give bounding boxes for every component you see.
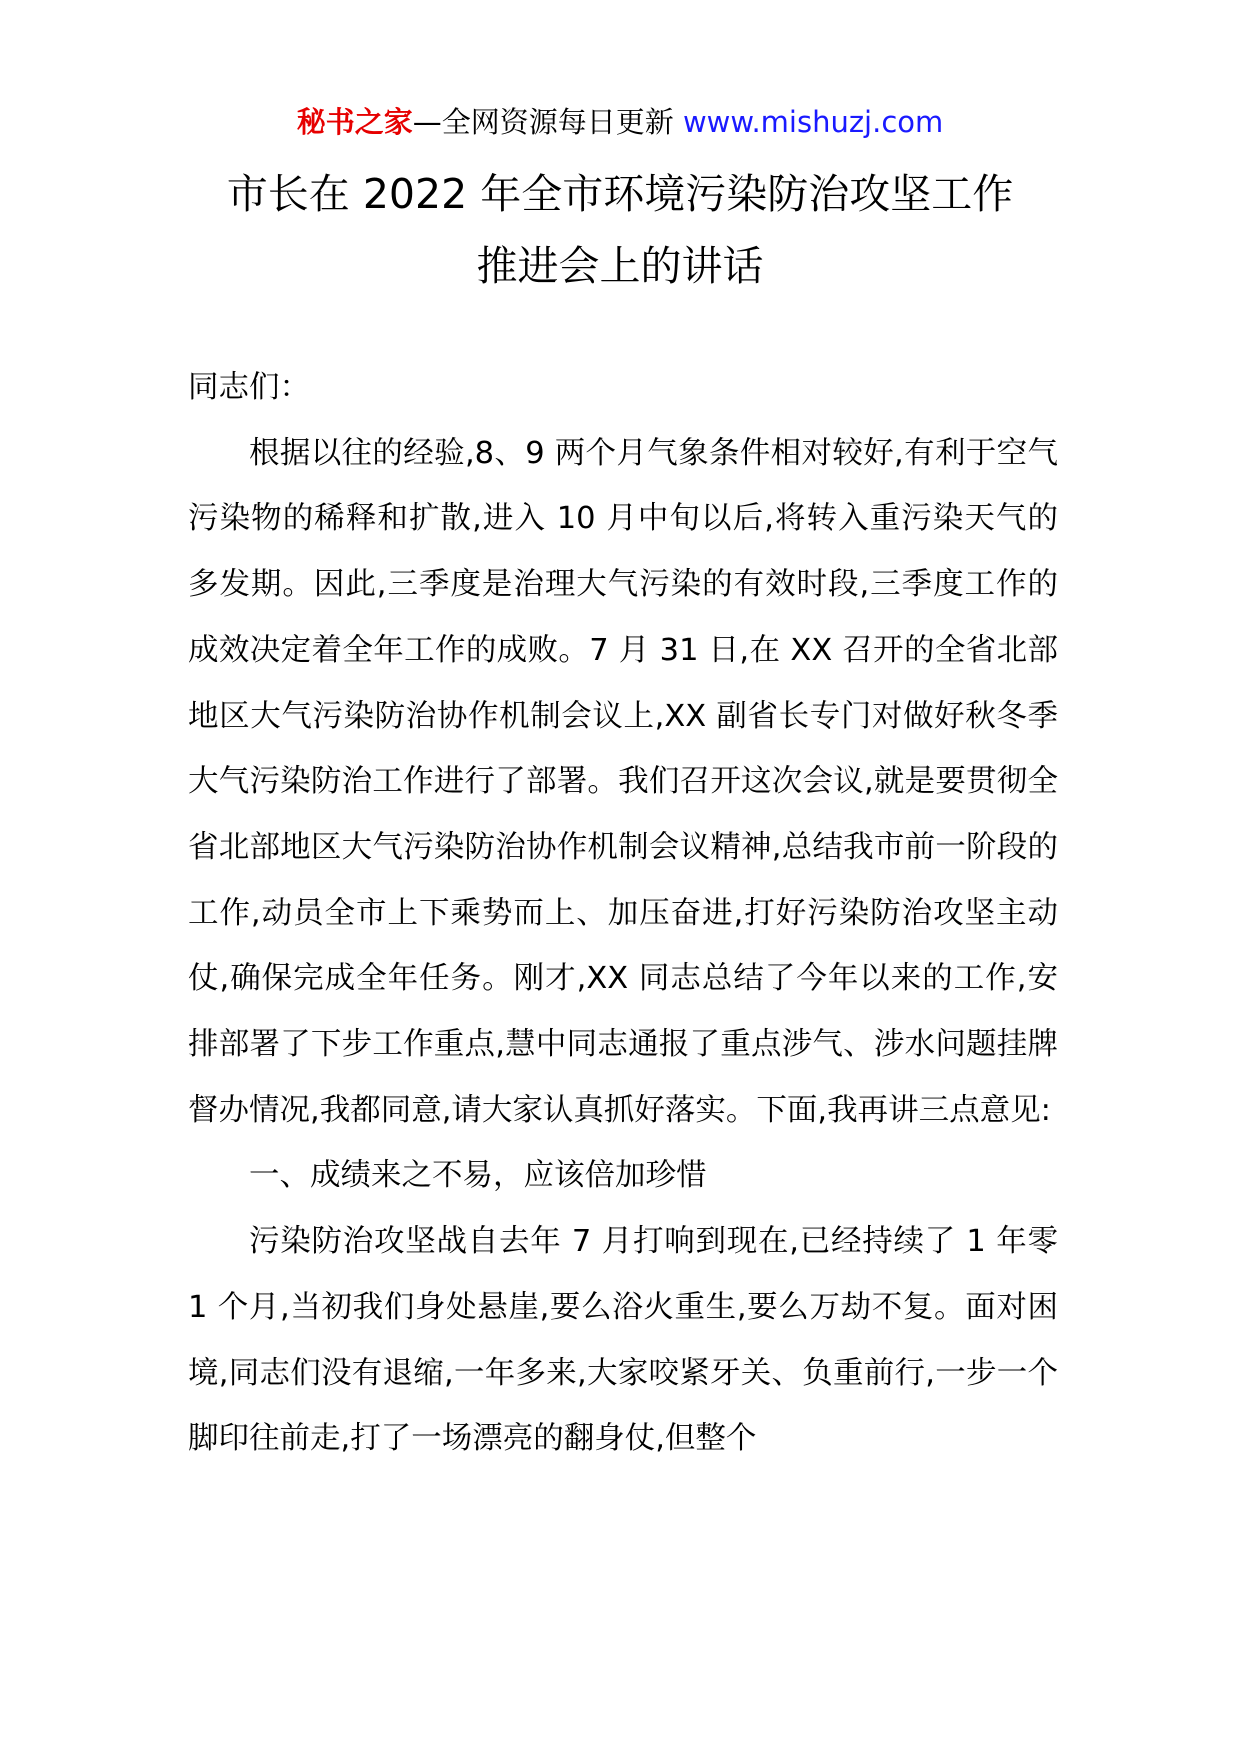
paragraph-1: 根据以往的经验,8、9 两个月气象条件相对较好,有利于空气污染物的稀释和扩散,进入 10 月中旬以后,将转入重污染天气的多发期。因此,三季度是治理大气污染的有效时段,三季度工作的成效决定着全年工作的成败。7 月 31 日,在 XX 召开的全省北部地区大气污染防治协作机制会议上,XX 副省长专门对做好秋冬季大气污染防治工作进行了部署。我们召开这次会议,就是要贯彻全省北部地区大气污染防治协作机制会议精神,总结我市前一阶段的工作,动员全市上下乘势而上、加压奋进,打好污染防治攻坚主动仗,确保完成全年任务。刚才,XX 同志总结了今年以来的工作,安排部署了下步工作重点,慧中同志通报了重点涉气、涉水问题挂牌督办情况,我都同意,请大家认真抓好落实。下面,我再讲三点意见:	[188, 435, 1058, 1128]
site-url-link[interactable]: www.mishuzj.com	[682, 105, 944, 139]
document-title	[0, 158, 1240, 302]
paragraph-2: 污染防治攻坚战自去年 7 月打响到现在,已经持续了 1 年零 1 个月,当初我们身处悬崖,要么浴火重生,要么万劫不复。面对困境,同志们没有退缩,一年多来,大家咬紧牙关、负重前行,一步一个脚印往前走,打了一场漂亮的翻身仗,但整个	[188, 1224, 1058, 1457]
document-body	[188, 355, 1058, 1472]
salutation: 同志们：	[188, 370, 310, 405]
title-line-2: 推进会上的讲话	[476, 242, 764, 290]
title-line-1: 市长在 2022 年全市环境污染防治攻坚工作	[226, 170, 1014, 218]
site-tagline: —全网资源每日更新	[412, 105, 683, 139]
site-brand: 秘书之家	[296, 105, 413, 139]
site-header	[0, 100, 1240, 144]
section-heading-1: 一、成绩来之不易，应该倍加珍惜	[249, 1158, 707, 1194]
